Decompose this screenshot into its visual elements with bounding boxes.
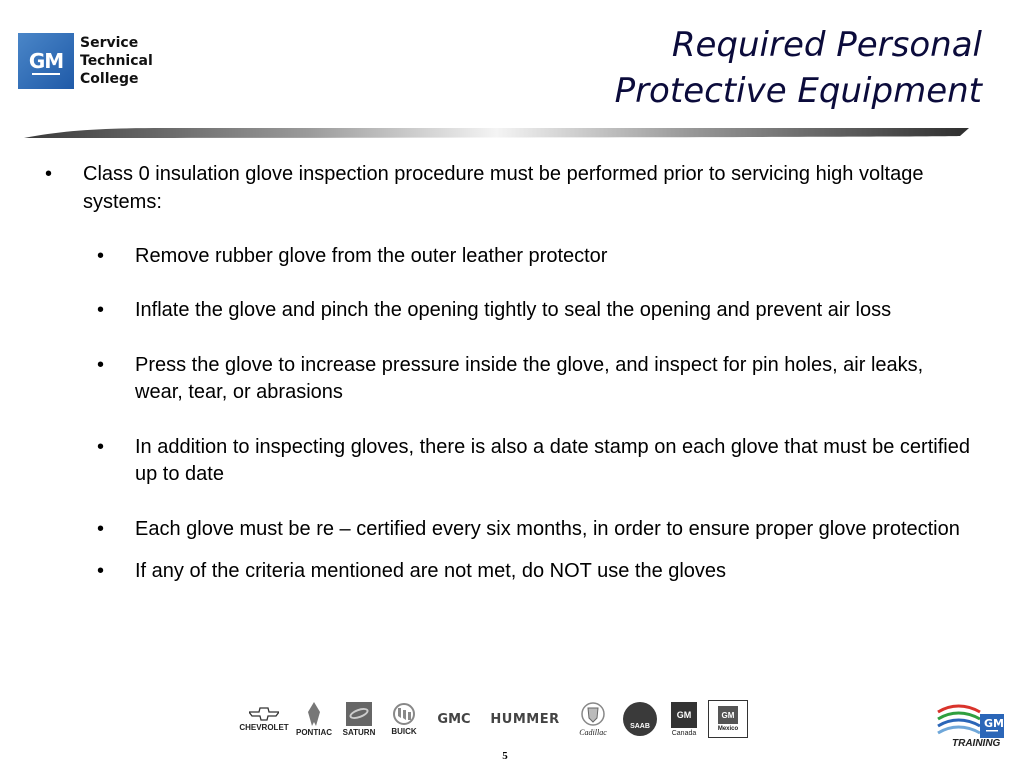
sub-bullet	[97, 516, 975, 543]
gmc-logo	[432, 712, 476, 727]
gm-badge-text: GM	[28, 49, 64, 73]
saturn-emblem-icon	[346, 702, 372, 726]
cadillac-crest-icon	[581, 702, 605, 726]
cadillac-logo	[574, 702, 612, 737]
training-label: TRAINING	[952, 738, 1001, 749]
bullet-marker: •	[97, 245, 105, 267]
chevrolet-bowtie-icon	[249, 707, 279, 721]
slide-title	[615, 22, 982, 114]
bullet-text: If any of the criteria mentioned are not met, do NOT use the gloves	[135, 560, 727, 582]
bullet-marker: •	[45, 163, 53, 185]
gm-mexico-badge-text: GM	[721, 710, 735, 720]
pontiac-arrowhead-icon	[308, 702, 320, 726]
header-swoosh-divider	[24, 126, 969, 140]
sub-bullet	[97, 243, 975, 270]
chevrolet-logo	[239, 707, 289, 732]
pontiac-logo	[294, 702, 334, 737]
gm-service-technical-college-logo	[18, 32, 153, 90]
brand-label: PONTIAC	[296, 727, 332, 737]
training-badge-text: GM	[984, 717, 1004, 730]
bullet-text: In addition to inspecting gloves, there is also a date stamp on each glove that must be certified up to date	[135, 436, 970, 485]
main-bullet	[45, 160, 975, 216]
slide-content	[45, 160, 975, 585]
gm-canada-logo	[668, 702, 700, 737]
slide-title-line: Required Personal	[671, 25, 982, 65]
brand-label: GMC	[437, 711, 471, 727]
brand-label: SATURN	[342, 727, 376, 737]
buick-tri-shield-icon	[393, 703, 415, 725]
bullet-text: Inflate the glove and pinch the opening tightly to seal the opening and prevent air loss	[135, 299, 892, 321]
brand-label: Canada	[671, 729, 697, 737]
brand-label: Cadillac	[579, 727, 607, 737]
bullet-marker: •	[97, 436, 105, 458]
sub-bullet	[97, 352, 975, 406]
gm-training-logo	[936, 700, 1008, 757]
bullet-marker: •	[97, 518, 105, 540]
brand-label: BUICK	[391, 726, 417, 736]
bullet-marker: •	[97, 299, 105, 321]
bullet-text: Remove rubber glove from the outer leather protector	[135, 245, 608, 267]
bullet-text: Each glove must be re – certified every six months, in order to ensure proper glove protection	[135, 518, 960, 540]
brand-label: SAAB	[630, 722, 650, 730]
sub-bullet	[97, 558, 975, 585]
sub-bullet	[97, 297, 975, 324]
bullet-text: Press the glove to increase pressure inside the glove, and inspect for pin holes, air leaks, wear, tear, or abrasions	[135, 354, 924, 403]
saab-griffin-icon	[623, 702, 657, 736]
brand-label: CHEVROLET	[239, 722, 289, 732]
gm-canada-badge-icon	[671, 702, 697, 728]
logo-line: Service	[80, 35, 139, 51]
saab-logo	[620, 702, 660, 736]
gm-canada-badge-text: GM	[676, 709, 692, 720]
brand-label: HUMMER	[490, 711, 560, 727]
brand-label: Mexico	[717, 726, 739, 732]
sub-bullet	[97, 434, 975, 488]
buick-logo	[384, 703, 424, 736]
logo-line: Technical	[80, 53, 153, 69]
saturn-logo	[342, 702, 376, 737]
page-number: 5	[502, 750, 508, 762]
gm-brands-strip	[239, 700, 756, 738]
hummer-logo	[484, 712, 566, 727]
bullet-marker: •	[97, 354, 105, 376]
logo-text	[80, 34, 153, 88]
slide-title-line: Protective Equipment	[614, 71, 982, 111]
bullet-marker: •	[97, 560, 105, 582]
gm-mexico-badge-icon	[718, 706, 738, 724]
gm-badge-icon	[18, 33, 74, 89]
bullet-text: Class 0 insulation glove inspection procedure must be performed prior to servicing high voltage systems:	[83, 163, 924, 213]
gm-mexico-logo	[708, 700, 748, 738]
logo-line: College	[80, 71, 139, 87]
